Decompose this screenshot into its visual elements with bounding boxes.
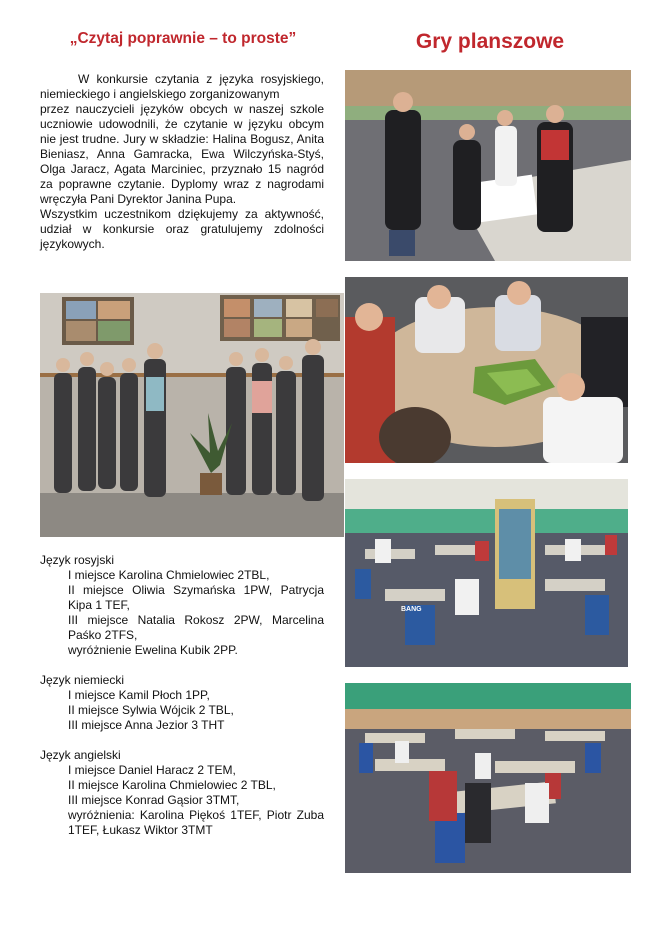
result-entry: I miejsce Karolina Chmielowiec 2TBL, xyxy=(68,568,270,582)
intro-paragraph-2: przez nauczycieli języków obcych w naszej szkole uczniowie udowodnili, że czytanie w języku obcym nie jest trudne. Jury w składzie: Halina Bogusz, Anita Bieniasz, Anna Gamracka, Ewa Wilczyńska-Styś, Olga Jaracz, Agata Marciniec, przyznało 15 nagród za poprawne czytanie. Dyplomy wraz z nagrodami wręczyła Pani Dyrektor Janina Pupa. xyxy=(40,102,324,206)
intro-text xyxy=(40,72,324,252)
result-entry: I miejsce Kamil Płoch 1PP, xyxy=(68,688,210,702)
contest-title: „Czytaj poprawnie – to proste” xyxy=(69,30,297,47)
result-entry: I miejsce Daniel Haracz 2 TEM, xyxy=(68,763,236,777)
group-photo xyxy=(40,293,344,537)
board-games-photo-1 xyxy=(345,70,631,261)
poster-bang-text: BANG xyxy=(401,606,422,613)
board-games-photo-4 xyxy=(345,683,631,873)
result-entry: III miejsce Anna Jezior 3 THT xyxy=(68,718,225,732)
language-heading: Język angielski xyxy=(40,748,121,762)
results-list xyxy=(40,553,324,853)
result-entry: wyróżnienie Ewelina Kubik 2PP. xyxy=(68,643,238,657)
intro-paragraph-3: Wszystkim uczestnikom dziękujemy za aktywność, udział w konkursie oraz gratulujemy zdolności językowych. xyxy=(40,207,324,251)
results-group-german xyxy=(40,673,324,733)
board-games-photo-3 xyxy=(345,479,628,667)
result-entry: III miejsce Konrad Gąsior 3TMT, xyxy=(68,793,240,807)
intro-paragraph-1: W konkursie czytania z języka rosyjskiego, niemieckiego i angielskiego zorganizowanym xyxy=(40,72,324,101)
language-heading: Język niemiecki xyxy=(40,673,125,687)
board-games-title: Gry planszowe xyxy=(415,30,565,53)
result-entry: II miejsce Sylwia Wójcik 2 TBL, xyxy=(68,703,234,717)
result-entry: II miejsce Oliwia Szymańska 1PW, Patrycja Kipa 1 TEF, xyxy=(68,583,324,612)
results-group-english xyxy=(40,748,324,838)
result-entry: II miejsce Karolina Chmielowiec 2 TBL, xyxy=(68,778,276,792)
result-entry: III miejsce Natalia Rokosz 2PW, Marcelina Paśko 2TFS, xyxy=(68,613,324,642)
results-group-russian xyxy=(40,553,324,658)
board-games-photo-2 xyxy=(345,277,628,463)
language-heading: Język rosyjski xyxy=(40,553,115,567)
result-entry: wyróżnienia: Karolina Piękoś 1TEF, Piotr Zuba 1TEF, Łukasz Wiktor 3TMT xyxy=(68,808,324,837)
